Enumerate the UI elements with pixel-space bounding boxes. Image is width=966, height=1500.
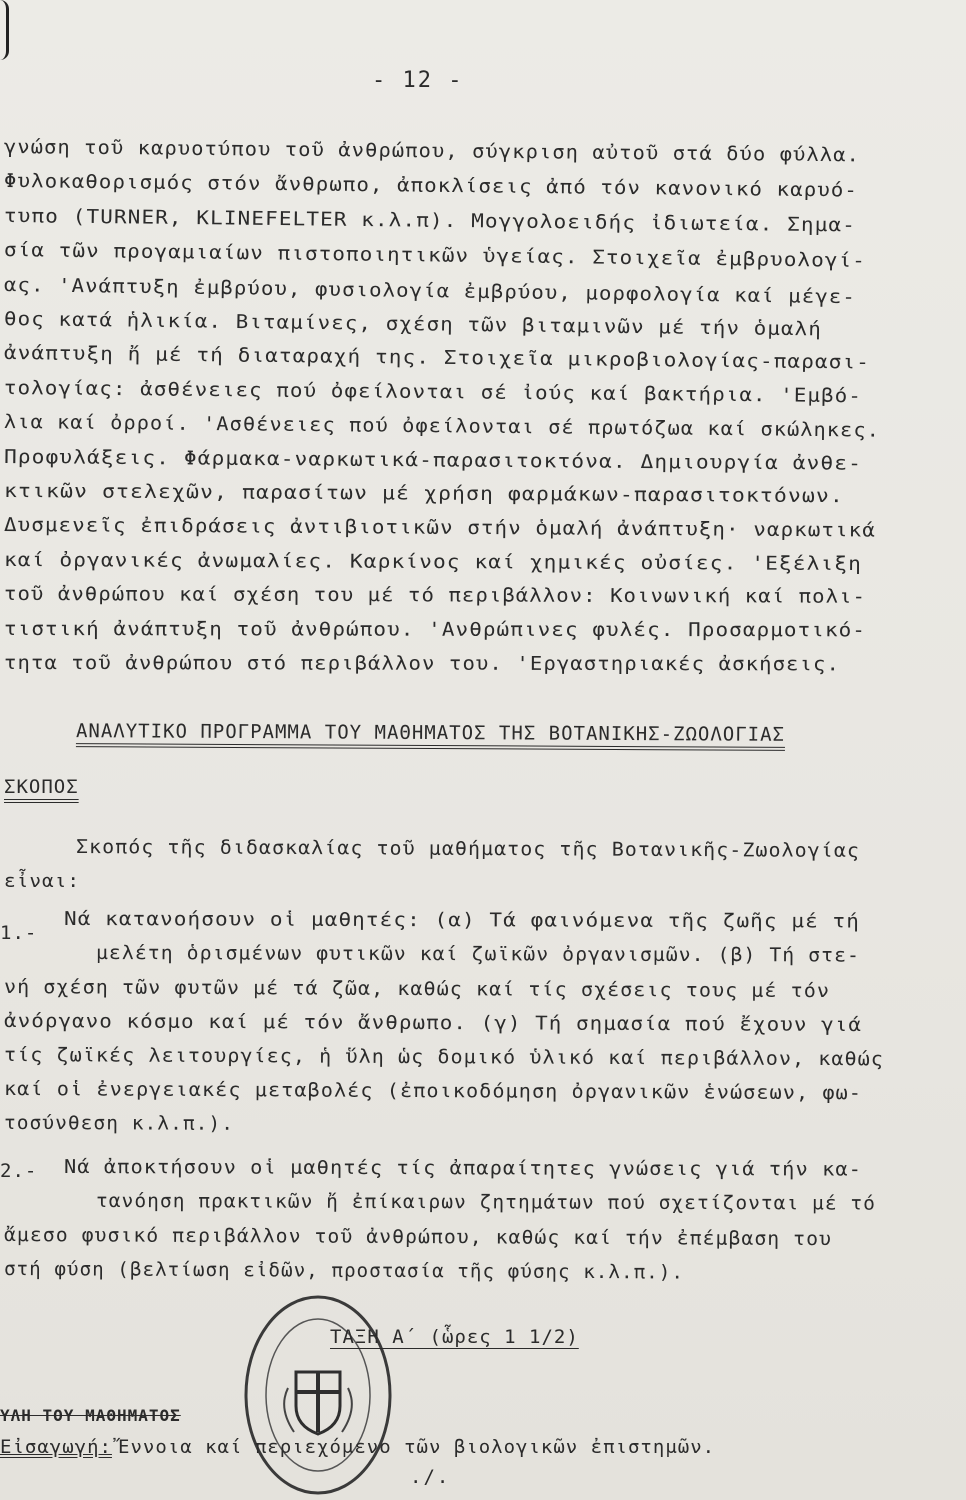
text-line: Νά κατανοήσουν οἱ μαθητές: (α) Τά φαινόμενα τῆς ζωῆς μέ τή bbox=[63, 908, 861, 933]
text-line: κτικῶν στελεχῶν, παρασίτων μέ χρήση φαρμάκων-παρασιτοκτόνων. bbox=[3, 480, 845, 508]
text-line: θος κατά ἡλικία. Βιταμίνες, σχέση τῶν βιταμινῶν μέ τήν ὁμαλή bbox=[3, 308, 823, 341]
text-line: μελέτη ὁρισμένων φυτικῶν καί ζωϊκῶν ὀργανισμῶν. (β) Τή στε- bbox=[95, 942, 861, 967]
text-line: στή φύση (βελτίωση εἰδῶν, προστασία τῆς φύσης κ.λ.π.). bbox=[3, 1258, 685, 1284]
item-2-number: 2.- bbox=[0, 1160, 38, 1182]
text-line: τανόηση πρακτικῶν ἤ ἐπίκαιρων ζητημάτων πού σχετίζονται μέ τό bbox=[95, 1190, 877, 1215]
text-line: Δυσμενεῖς ἐπιδράσεις ἀντιβιοτικῶν στήν ὁμαλή ἀνάπτυξη· ναρκωτικά bbox=[3, 514, 877, 542]
text-line: καί οἱ ἐνεργειακές μεταβολές (ἐποικοδόμηση ὀργανικῶν ἑνώσεων, φω- bbox=[3, 1078, 863, 1105]
text-line: Προφυλάξεις. Φάρμακα-ναρκωτικά-παρασιτοκτόνα. Δημιουργία ἀνθε- bbox=[3, 445, 863, 475]
class-label: ΤΑΞΗ Α΄ (ὧρες 1 1/2) bbox=[330, 1326, 579, 1348]
section-heading: ΑΝΑΛΥΤΙΚΟ ΠΡΟΓΡΑΜΜΑ ΤΟΥ ΜΑΘΗΜΑΤΟΣ ΤΗΣ ΒΟΤΑΝΙΚΗΣ-ΖΩΟΛΟΓΙΑΣ bbox=[75, 720, 786, 746]
text-line: τιστική ἀνάπτυξη τοῦ ἀνθρώπου. 'Ανθρώπινες φυλές. Προσαρμοτικό- bbox=[3, 617, 867, 641]
text-line: Σκοπός τῆς διδασκαλίας τοῦ μαθήματος τῆς Βοτανικῆς-Ζωολογίας bbox=[75, 836, 861, 862]
introduction-label: Εἰσαγωγή: bbox=[0, 1436, 112, 1458]
text-line: τοσύνθεση κ.λ.π.). bbox=[3, 1112, 235, 1135]
purpose-label: ΣΚΟΠΟΣ bbox=[4, 776, 79, 798]
text-line: σία τῶν προγαμιαίων πιστοποιητικῶν ὑγείας. Στοιχεῖα ἐμβρυολογί- bbox=[3, 239, 867, 273]
text-line: εἶναι: bbox=[4, 870, 81, 892]
text-line: νή σχέση τῶν φυτῶν μέ τά ζῶα, καθώς καί τίς σχέσεις τους μέ τόν bbox=[3, 976, 831, 1003]
introduction-text: Ἔννοια καί περιεχόμενο τῶν βιολογικῶν ἐπιστημῶν. bbox=[118, 1436, 716, 1458]
text-line: ας. 'Ανάπτυξη ἐμβρύου, φυσιολογία ἐμβρύου, μορφολογία καί μέγε- bbox=[3, 273, 857, 308]
text-line: καί ὀργανικές ἀνωμαλίες. Καρκίνος καί χημικές οὐσίες. 'Εξέλιξη bbox=[3, 548, 863, 575]
continuation-mark: ./. bbox=[410, 1466, 451, 1488]
text-line: τολογίας: ἀσθένειες πού ὀφείλονται σέ ἰούς καί βακτήρια. 'Εμβό- bbox=[3, 376, 863, 408]
item-1-number: 1.- bbox=[0, 922, 38, 944]
text-line: τίς ζωϊκές λειτουργίες, ἡ ὕλη ὡς δομικό ὑλικό καί περιβάλλον, καθώς bbox=[3, 1044, 885, 1071]
text-line: Νά ἀποκτήσουν οἱ μαθητές τίς ἀπαραίτητες γνώσεις γιά τήν κα- bbox=[63, 1156, 863, 1181]
text-line: ἀνάπτυξη ἤ μέ τή διαταραχή της. Στοιχεῖα μικροβιολογίας-παρασι- bbox=[3, 342, 871, 374]
text-line: ἄμεσο φυσικό περιβάλλον τοῦ ἀνθρώπου, καθώς καί τήν ἐπέμβαση του bbox=[3, 1224, 833, 1251]
page-edge-mark bbox=[0, 0, 9, 60]
text-line: ἀνόργανο κόσμο καί μέ τόν ἄνθρωπο. (γ) Τή σημασία πού ἔχουν γιά bbox=[3, 1010, 863, 1037]
course-material-label: ΥΛΗ ΤΟΥ ΜΑΘΗΜΑΤΟΣ bbox=[0, 1406, 181, 1425]
text-line: τυπο (TURNER, KLINEFELTER κ.λ.π). Μογγολοειδής ἰδιωτεία. Σημα- bbox=[3, 204, 857, 237]
text-line: γνώση τοῦ καρυοτύπου τοῦ ἀνθρώπου, σύγκριση αὐτοῦ στά δύο φύλλα. bbox=[3, 136, 861, 167]
text-line: τοῦ ἀνθρώπου καί σχέση του μέ τό περιβάλλον: Κοινωνική καί πολι- bbox=[3, 583, 867, 608]
official-seal-stamp bbox=[238, 1290, 398, 1500]
text-line: Φυλοκαθορισμός στόν ἄνθρωπο, ἀποκλίσεις ἀπό τόν κανονικό καρυό- bbox=[3, 170, 859, 202]
text-line: τητα τοῦ ἀνθρώπου στό περιβάλλον του. 'Εργαστηριακές ἀσκήσεις. bbox=[3, 652, 841, 676]
page-number: - 12 - bbox=[372, 68, 464, 93]
text-line: λια καί ὀρροί. 'Ασθένειες πού ὀφείλονται σέ πρωτόζωα καί σκώληκες. bbox=[3, 411, 881, 442]
